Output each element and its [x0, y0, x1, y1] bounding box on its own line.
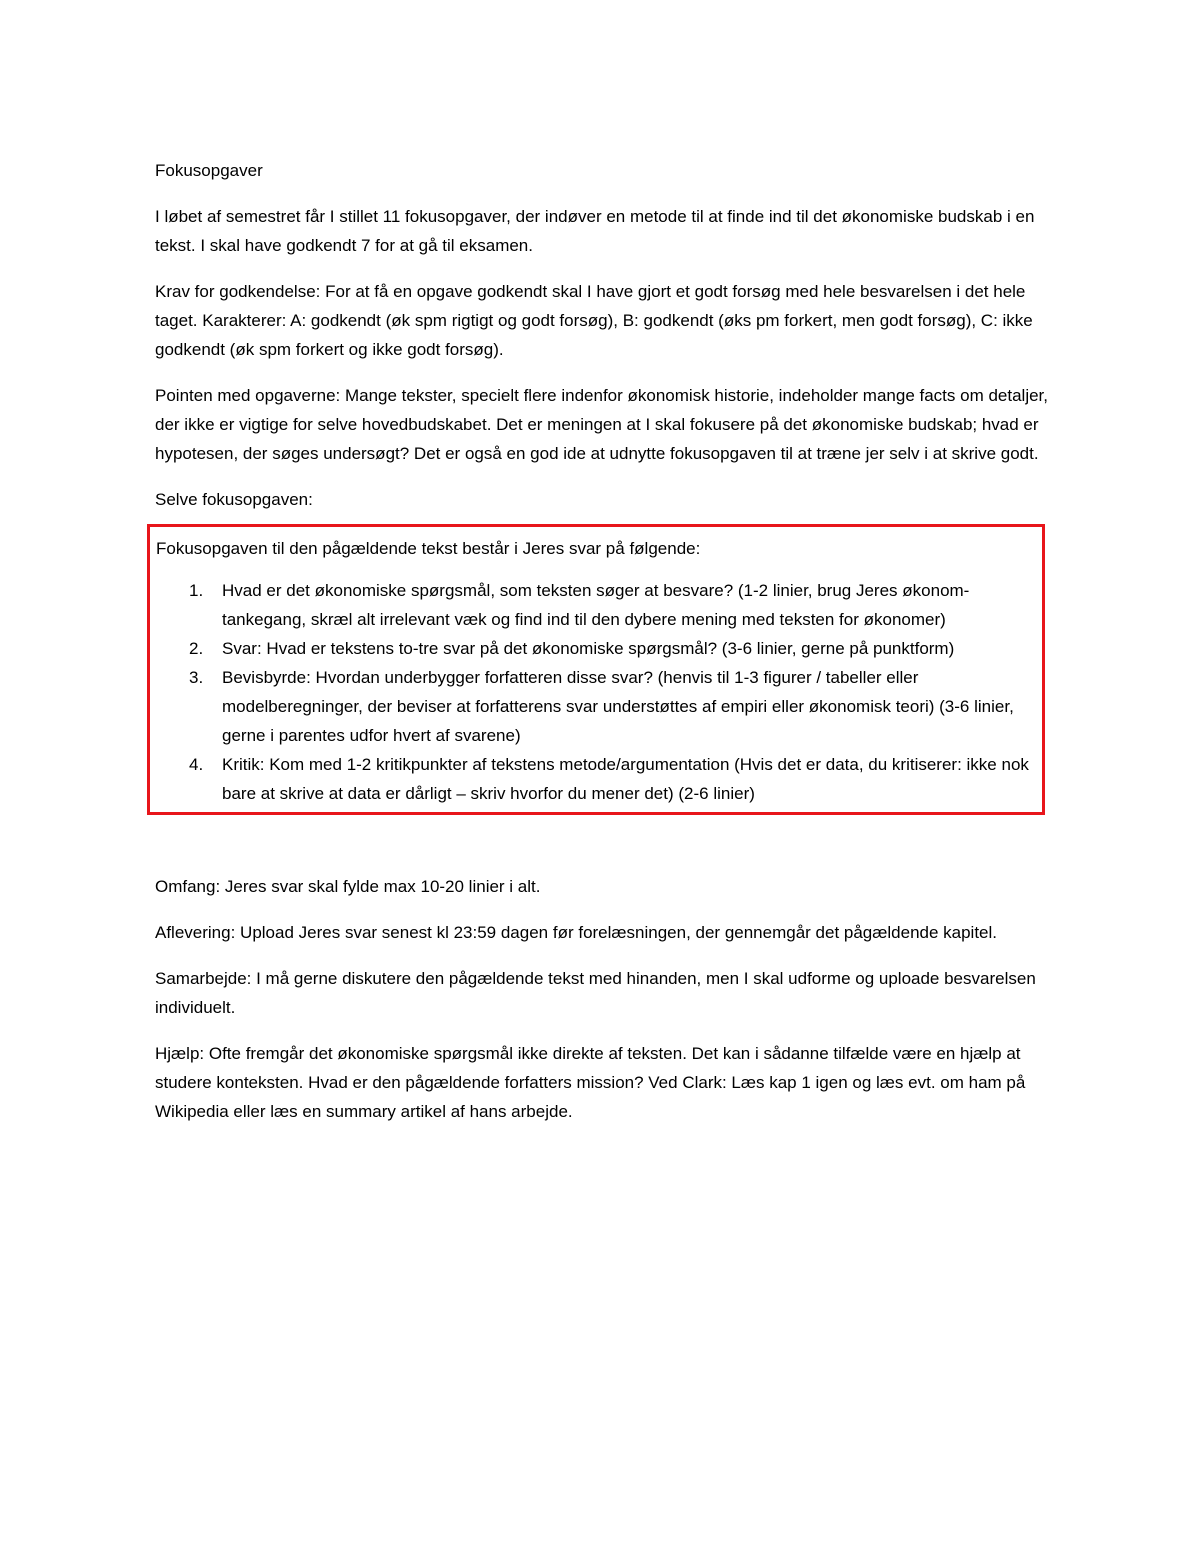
task-item-1	[156, 576, 1036, 634]
task-number: 4.	[189, 755, 204, 774]
scope-text: Jeres svar skal fylde max 10-20 linier i alt.	[220, 877, 541, 896]
requirements-text: For at få en opgave godkendt skal I have gjort et godt forsøg med hele besvarelsen i det hele taget. Karakterer: A: godkendt (øk spm rigtigt og godt forsøg), B: godkendt (øks pm forkert, men godt forsøg), C: ikke godkendt (øk spm forkert og ikke godt forsøg).	[155, 282, 1033, 359]
task-item-3	[156, 663, 1036, 750]
point-paragraph	[155, 381, 1055, 468]
task-box	[147, 524, 1045, 815]
task-text: Hvad er det økonomiske spørgsmål, som teksten søger at besvare? (1-2 linier, brug Jeres økonom-tankegang, skræl alt irrelevant væk og find ind til den dybere mening med teksten for økonomer)	[222, 581, 970, 629]
task-item-4	[156, 750, 1036, 808]
task-box-intro: Fokusopgaven til den pågældende tekst består i Jeres svar på følgende:	[156, 539, 701, 558]
task-text: Hvad er tekstens to-tre svar på det økonomiske spørgsmål? (3-6 linier, gerne på punktform)	[261, 639, 955, 658]
task-number: 1.	[189, 581, 204, 600]
document-title: Fokusopgaver	[155, 161, 263, 180]
scope-paragraph	[155, 872, 1055, 901]
task-number: 2.	[189, 639, 204, 658]
point-label: Pointen med opgaverne:	[155, 386, 341, 405]
intro-paragraph: I løbet af semestret får I stillet 11 fokusopgaver, der indøver en metode til at finde ind til det økonomiske budskab i en tekst. I skal have godkendt 7 for at gå til eksamen.	[155, 207, 1035, 255]
collaboration-text: I må gerne diskutere den pågældende tekst med hinanden, men I skal udforme og uploade besvarelsen individuelt.	[155, 969, 1036, 1017]
collaboration-label: Samarbejde:	[155, 969, 252, 988]
task-number: 3.	[189, 668, 204, 687]
document-page	[155, 156, 1055, 1143]
delivery-paragraph	[155, 918, 1055, 947]
task-heading: Selve fokusopgaven:	[155, 490, 313, 509]
task-label: Kritik:	[222, 755, 265, 774]
task-list	[156, 576, 1036, 808]
scope-label: Omfang:	[155, 877, 221, 896]
help-label: Hjælp:	[155, 1044, 205, 1063]
help-text: Ofte fremgår det økonomiske spørgsmål ikke direkte af teksten. Det kan i sådanne tilfælde være en hjælp at studere konteksten. Hvad er den pågældende forfatters mission? Ved Clark: Læs kap 1 igen og læs evt. om ham på Wikipedia eller læs en summary artikel af hans arbejde.	[155, 1044, 1026, 1121]
delivery-label: Aflevering:	[155, 923, 236, 942]
help-paragraph	[155, 1039, 1055, 1126]
task-text: Kom med 1-2 kritikpunkter af tekstens metode/argumentation (Hvis det er data, du kritiserer: ikke nok bare at skrive at data er dårligt – skriv hvorfor du mener det) (2-6 linier)	[222, 755, 1029, 803]
task-text: Hvordan underbygger forfatteren disse svar? (henvis til 1-3 figurer / tabeller eller modelberegninger, der beviser at forfatterens svar understøttes af empiri eller økonomisk teori) (3-6 linier, gerne i parentes udfor hvert af svarene)	[222, 668, 1014, 745]
task-item-2	[156, 634, 1036, 663]
task-label: Bevisbyrde:	[222, 668, 311, 687]
delivery-text: Upload Jeres svar senest kl 23:59 dagen før forelæsningen, der gennemgår det pågældende kapitel.	[235, 923, 998, 942]
requirements-paragraph	[155, 277, 1055, 364]
point-text: Mange tekster, specielt flere indenfor økonomisk historie, indeholder mange facts om detaljer, der ikke er vigtige for selve hovedbudskabet. Det er meningen at I skal fokusere på det økonomiske budskab; hvad er hypotesen, der søges undersøgt? Det er også en god ide at udnytte fokusopgaven til at træne jer selv i at skrive godt.	[155, 386, 1048, 463]
collaboration-paragraph	[155, 964, 1055, 1022]
requirements-label: Krav for godkendelse:	[155, 282, 321, 301]
task-label: Svar:	[222, 639, 262, 658]
